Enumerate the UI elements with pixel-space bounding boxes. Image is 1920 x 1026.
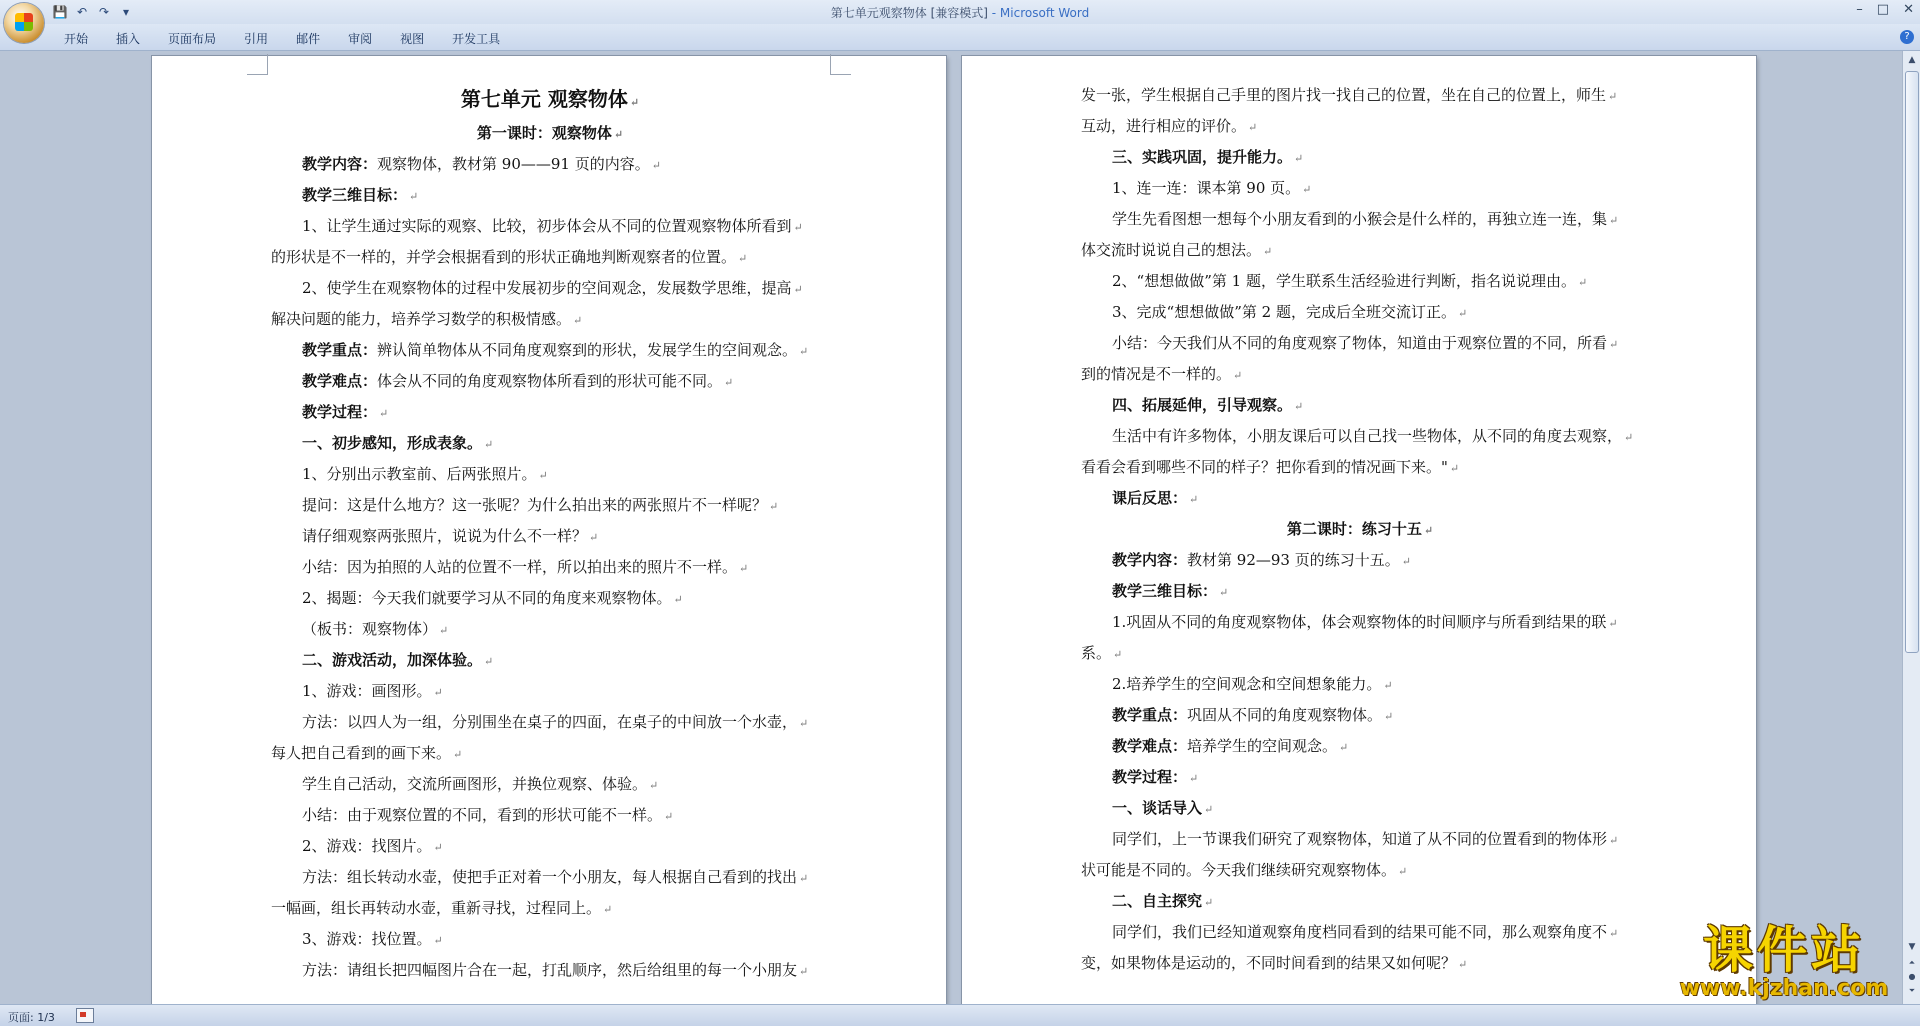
browse-object-icon[interactable]: ● bbox=[1908, 972, 1916, 981]
paragraph-line[interactable] bbox=[1081, 421, 1639, 452]
ribbon-tab[interactable]: 审阅 bbox=[348, 32, 373, 46]
next-page-icon[interactable]: ⏷ bbox=[1908, 986, 1916, 995]
line-text: 培养学生的空间观念。 bbox=[1187, 737, 1338, 755]
status-bar bbox=[0, 1004, 1920, 1026]
line-text: 2、揭题：今天我们就要学习从不同的角度来观察物体。 bbox=[302, 589, 672, 607]
ribbon-tab[interactable]: 开始 bbox=[64, 32, 89, 46]
paragraph-line[interactable] bbox=[1081, 235, 1639, 266]
paragraph-mark-icon: ↵ bbox=[433, 686, 443, 699]
document-title: 第七单元观察物体 [兼容模式] bbox=[830, 6, 988, 20]
paragraph-line[interactable] bbox=[271, 304, 829, 335]
paragraph-mark-icon: ↵ bbox=[1302, 183, 1312, 196]
title-bar bbox=[0, 0, 1920, 24]
paragraph-line[interactable] bbox=[1081, 297, 1639, 328]
window-title bbox=[0, 4, 1920, 21]
bold-label: 教学三维目标： bbox=[302, 186, 408, 204]
ribbon-tab[interactable]: 页面布局 bbox=[168, 32, 217, 46]
paragraph-mark-icon: ↵ bbox=[1609, 214, 1619, 227]
minimize-button[interactable]: – bbox=[1856, 2, 1863, 17]
paragraph-mark-icon: ↵ bbox=[629, 96, 640, 109]
paragraph-mark-icon: ↵ bbox=[1608, 617, 1618, 630]
paragraph-mark-icon: ↵ bbox=[769, 500, 779, 513]
paragraph-line[interactable] bbox=[1081, 917, 1639, 948]
bold-label: 一、谈话导入 bbox=[1112, 799, 1203, 817]
paragraph-mark-icon: ↵ bbox=[793, 221, 803, 234]
paragraph-mark-icon: ↵ bbox=[649, 779, 659, 792]
paragraph-mark-icon: ↵ bbox=[1608, 90, 1618, 103]
paragraph-mark-icon: ↵ bbox=[1609, 927, 1619, 940]
paragraph-mark-icon: ↵ bbox=[379, 407, 389, 420]
window-controls bbox=[1856, 2, 1914, 17]
paragraph-line[interactable] bbox=[1081, 855, 1639, 886]
paragraph-line[interactable] bbox=[271, 769, 829, 800]
paragraph-mark-icon: ↵ bbox=[1204, 803, 1214, 816]
bold-label: 教学难点： bbox=[302, 372, 378, 390]
ribbon-tab[interactable]: 邮件 bbox=[296, 32, 321, 46]
paragraph-mark-icon: ↵ bbox=[1294, 400, 1304, 413]
proofing-icon[interactable] bbox=[76, 1008, 94, 1023]
crop-mark bbox=[247, 54, 268, 75]
paragraph-line[interactable] bbox=[271, 149, 829, 180]
line-text: 提问：这是什么地方？这一张呢？为什么拍出来的两张照片不一样呢？ bbox=[302, 496, 768, 514]
paragraph-mark-icon: ↵ bbox=[673, 593, 683, 606]
paragraph-line[interactable] bbox=[1081, 266, 1639, 297]
document-page-1[interactable] bbox=[152, 56, 946, 1004]
paragraph-line[interactable] bbox=[1081, 824, 1639, 855]
paragraph-mark-icon: ↵ bbox=[1624, 431, 1634, 444]
paragraph-mark-icon: ↵ bbox=[1248, 121, 1258, 134]
paragraph-mark-icon: ↵ bbox=[433, 841, 443, 854]
paragraph-line[interactable] bbox=[271, 521, 829, 552]
line-text: 辨认简单物体从不同角度观察到的形状，发展学生的空间观念。 bbox=[377, 341, 798, 359]
paragraph-line[interactable] bbox=[271, 118, 829, 149]
line-text: 1、分别出示教室前、后两张照片。 bbox=[302, 465, 537, 483]
line-text: 同学们，上一节课我们研究了观察物体，知道了从不同的位置看到的物体形 bbox=[1112, 830, 1608, 848]
customize-qat-icon[interactable]: ▾ bbox=[122, 5, 130, 19]
paragraph-line[interactable] bbox=[271, 552, 829, 583]
paragraph-line[interactable] bbox=[271, 645, 829, 676]
close-button[interactable]: ✕ bbox=[1903, 2, 1914, 17]
bold-label: 教学内容： bbox=[1112, 551, 1188, 569]
watermark-name: 课件站 bbox=[1703, 921, 1865, 979]
line-text: 小结：由于观察位置的不同，看到的形状可能不一样。 bbox=[302, 806, 663, 824]
bold-label: 教学难点： bbox=[1112, 737, 1188, 755]
line-text: 变，如果物体是运动的，不同时间看到的结果又如何呢？ bbox=[1081, 954, 1457, 972]
line-text: 系。 bbox=[1081, 644, 1112, 662]
line-text: 同学们，我们已经知道观察角度档同看到的结果可能不同，那么观察角度不 bbox=[1112, 923, 1608, 941]
bold-label: 教学三维目标： bbox=[1112, 582, 1218, 600]
paragraph-line[interactable] bbox=[271, 180, 829, 211]
paragraph-mark-icon: ↵ bbox=[664, 810, 674, 823]
paragraph-line[interactable] bbox=[1081, 390, 1639, 421]
paragraph-line[interactable] bbox=[271, 614, 829, 645]
bold-label: 四、拓展延伸，引导观察。 bbox=[1112, 396, 1293, 414]
line-text: 3、完成“想想做做”第 2 题，完成后全班交流订正。 bbox=[1112, 303, 1456, 321]
paragraph-mark-icon: ↵ bbox=[1577, 276, 1588, 289]
paragraph-mark-icon: ↵ bbox=[1609, 338, 1619, 351]
paragraph-mark-icon: ↵ bbox=[1457, 307, 1468, 320]
scroll-up-icon[interactable]: ▲ bbox=[1908, 55, 1916, 65]
paragraph-line[interactable] bbox=[1081, 328, 1639, 359]
paragraph-mark-icon: ↵ bbox=[573, 314, 583, 327]
scroll-thumb[interactable] bbox=[1905, 71, 1919, 653]
office-button[interactable] bbox=[4, 3, 44, 43]
bold-label: 教学重点： bbox=[302, 341, 378, 359]
paragraph-mark-icon: ↵ bbox=[484, 655, 494, 668]
line-text: 体交流时说说自己的想法。 bbox=[1081, 241, 1262, 259]
paragraph-line[interactable] bbox=[271, 366, 829, 397]
line-text: 生活中有许多物体，小朋友课后可以自己找一些物体，从不同的角度去观察， bbox=[1112, 427, 1623, 445]
paragraph-mark-icon: ↵ bbox=[1458, 958, 1468, 971]
paragraph-line[interactable] bbox=[271, 955, 829, 986]
paragraph-mark-icon: ↵ bbox=[603, 903, 613, 916]
help-icon[interactable]: ? bbox=[1900, 30, 1914, 44]
line-text: 小结：今天我们从不同的角度观察了物体，知道由于观察位置的不同，所看 bbox=[1112, 334, 1608, 352]
paragraph-mark-icon: ↵ bbox=[613, 128, 624, 141]
line-text: 巩固从不同的角度观察物体。 bbox=[1187, 706, 1383, 724]
line-text: 教材第 92—93 页的练习十五。 bbox=[1187, 551, 1400, 569]
paragraph-line[interactable] bbox=[271, 80, 829, 118]
paragraph-line[interactable] bbox=[1081, 886, 1639, 917]
paragraph-line[interactable] bbox=[1081, 359, 1639, 390]
paragraph-mark-icon: ↵ bbox=[433, 934, 443, 947]
ribbon-tabs bbox=[50, 30, 514, 47]
paragraph-mark-icon: ↵ bbox=[1609, 834, 1619, 847]
line-text: 体会从不同的角度观察物体所看到的形状可能不同。 bbox=[377, 372, 723, 390]
line-text: 状可能是不同的。今天我们继续研究观察物体。 bbox=[1081, 861, 1397, 879]
bold-label: 教学重点： bbox=[1112, 706, 1188, 724]
line-text: 发一张，学生根据自己手里的图片找一找自己的位置，坐在自己的位置上，师生 bbox=[1081, 86, 1607, 104]
paragraph-mark-icon: ↵ bbox=[453, 748, 463, 761]
paragraph-mark-icon: ↵ bbox=[799, 717, 809, 730]
line-text: 2.培养学生的空间观念和空间想象能力。 bbox=[1112, 675, 1382, 693]
paragraph-mark-icon: ↵ bbox=[439, 624, 449, 637]
paragraph-mark-icon: ↵ bbox=[799, 345, 809, 358]
paragraph-mark-icon: ↵ bbox=[1219, 586, 1229, 599]
line-text: 互动，进行相应的评价。 bbox=[1081, 117, 1247, 135]
line-text: （板书：观察物体） bbox=[302, 620, 438, 638]
line-text: 小结：因为拍照的人站的位置不一样，所以拍出来的照片不一样。 bbox=[302, 558, 738, 576]
ribbon-tab[interactable]: 开发工具 bbox=[452, 32, 501, 46]
paragraph-mark-icon: ↵ bbox=[793, 283, 803, 296]
paragraph-line[interactable] bbox=[271, 924, 829, 955]
bold-label: 三、实践巩固，提升能力。 bbox=[1112, 148, 1293, 166]
bold-label: 教学过程： bbox=[1112, 768, 1188, 786]
paragraph-mark-icon: ↵ bbox=[651, 159, 661, 172]
undo-icon[interactable]: ↶ bbox=[76, 5, 88, 19]
paragraph-line[interactable] bbox=[1081, 700, 1639, 731]
page-text[interactable] bbox=[271, 80, 829, 986]
paragraph-mark-icon: ↵ bbox=[799, 965, 809, 978]
line-text: 1、让学生通过实际的观察、比较，初步体会从不同的位置观察物体所看到 bbox=[302, 217, 792, 235]
paragraph-line[interactable] bbox=[1081, 948, 1639, 979]
paragraph-line[interactable] bbox=[271, 738, 829, 769]
line-text: 2、“想想做做”第 1 题，学生联系生活经验进行判断，指名说说理由。 bbox=[1112, 272, 1576, 290]
line-text: 方法：请组长把四幅图片合在一起，打乱顺序，然后给组里的每一个小朋友 bbox=[302, 961, 798, 979]
line-text: 1、游戏：画图形。 bbox=[302, 682, 432, 700]
line-text: 1.巩固从不同的角度观察物体，体会观察物体的时间顺序与所看到结果的联 bbox=[1112, 613, 1607, 631]
paragraph-mark-icon: ↵ bbox=[538, 469, 548, 482]
paragraph-line[interactable] bbox=[271, 583, 829, 614]
office-logo-icon bbox=[15, 13, 33, 31]
line-text: 3、游戏：找位置。 bbox=[302, 930, 432, 948]
paragraph-line[interactable] bbox=[271, 335, 829, 366]
paragraph-mark-icon: ↵ bbox=[739, 562, 749, 575]
vertical-scrollbar[interactable] bbox=[1902, 51, 1920, 1004]
ribbon-tab-bar bbox=[0, 24, 1920, 51]
paragraph-mark-icon: ↵ bbox=[1384, 710, 1394, 723]
line-text: 每人把自己看到的画下来。 bbox=[271, 744, 452, 762]
paragraph-line[interactable] bbox=[271, 397, 829, 428]
ribbon-tab[interactable]: 视图 bbox=[400, 32, 425, 46]
maximize-button[interactable]: □ bbox=[1876, 2, 1890, 17]
paragraph-line[interactable] bbox=[1081, 638, 1639, 669]
paragraph-line[interactable] bbox=[271, 428, 829, 459]
line-text: 看看会看到哪些不同的样子？把你看到的情况画下来。" bbox=[1081, 458, 1448, 476]
paragraph-mark-icon: ↵ bbox=[738, 252, 748, 265]
paragraph-line[interactable] bbox=[271, 862, 829, 893]
line-text: 方法：以四人为一组，分别围坐在桌子的四面，在桌子的中间放一个水壶， bbox=[302, 713, 798, 731]
paragraph-line[interactable] bbox=[1081, 731, 1639, 762]
paragraph-line[interactable] bbox=[271, 242, 829, 273]
paragraph-line[interactable] bbox=[1081, 204, 1639, 235]
line-text: 第一课时：观察物体 bbox=[476, 124, 612, 142]
paragraph-mark-icon: ↵ bbox=[1294, 152, 1304, 165]
line-text: 2、使学生在观察物体的过程中发展初步的空间观念，发展数学思维，提高 bbox=[302, 279, 792, 297]
paragraph-line[interactable] bbox=[1081, 173, 1639, 204]
line-text: 一幅画，组长再转动水壶，重新寻找，过程同上。 bbox=[271, 899, 602, 917]
paragraph-line[interactable] bbox=[271, 831, 829, 862]
paragraph-mark-icon: ↵ bbox=[589, 531, 599, 544]
paragraph-mark-icon: ↵ bbox=[1263, 245, 1273, 258]
bold-label: 二、游戏活动，加深体验。 bbox=[302, 651, 483, 669]
paragraph-line[interactable] bbox=[271, 459, 829, 490]
paragraph-mark-icon: ↵ bbox=[1383, 679, 1393, 692]
app-name: - Microsoft Word bbox=[987, 6, 1090, 20]
paragraph-line[interactable] bbox=[271, 676, 829, 707]
watermark-url: www.kjzhan.com bbox=[1679, 976, 1889, 1001]
bold-label: 课后反思： bbox=[1112, 489, 1188, 507]
line-text: 解决问题的能力，培养学习数学的积极情感。 bbox=[271, 310, 572, 328]
paragraph-line[interactable] bbox=[1081, 607, 1639, 638]
paragraph-mark-icon: ↵ bbox=[409, 190, 419, 203]
paragraph-line[interactable] bbox=[1081, 452, 1639, 483]
paragraph-line[interactable] bbox=[1081, 483, 1639, 514]
paragraph-mark-icon: ↵ bbox=[1423, 524, 1434, 537]
paragraph-mark-icon: ↵ bbox=[1339, 741, 1349, 754]
save-icon[interactable]: 💾 bbox=[52, 5, 68, 19]
line-text: 第二课时：练习十五 bbox=[1286, 520, 1422, 538]
bold-label: 一、初步感知，形成表象。 bbox=[302, 434, 483, 452]
paragraph-line[interactable] bbox=[1081, 545, 1639, 576]
paragraph-line[interactable] bbox=[271, 707, 829, 738]
bold-label: 教学内容： bbox=[302, 155, 378, 173]
line-text: 到的情况是不一样的。 bbox=[1081, 365, 1232, 383]
page-text[interactable] bbox=[1081, 80, 1639, 979]
page-count[interactable]: 页面: 1/3 bbox=[8, 1011, 55, 1024]
paragraph-line[interactable] bbox=[1081, 576, 1639, 607]
paragraph-mark-icon: ↵ bbox=[799, 872, 809, 885]
line-text: 1、连一连：课本第 90 页。 bbox=[1112, 179, 1301, 197]
line-text: 第七单元 观察物体 bbox=[460, 87, 628, 111]
bold-label: 二、自主探究 bbox=[1112, 892, 1203, 910]
paragraph-mark-icon: ↵ bbox=[1113, 648, 1123, 661]
watermark-logo bbox=[1668, 922, 1900, 1004]
line-text: 2、游戏：找图片。 bbox=[302, 837, 432, 855]
ribbon-tab[interactable]: 插入 bbox=[116, 32, 141, 46]
paragraph-line[interactable] bbox=[271, 490, 829, 521]
document-page-2[interactable] bbox=[962, 56, 1756, 1004]
line-text: 学生先看图想一想每个小朋友看到的小猴会是什么样的，再独立连一连，集 bbox=[1112, 210, 1608, 228]
line-text: 观察物体，教材第 90——91 页的内容。 bbox=[377, 155, 650, 173]
bold-label: 教学过程： bbox=[302, 403, 378, 421]
paragraph-mark-icon: ↵ bbox=[1204, 896, 1214, 909]
paragraph-mark-icon: ↵ bbox=[1233, 369, 1243, 382]
paragraph-mark-icon: ↵ bbox=[1398, 865, 1408, 878]
redo-icon[interactable]: ↷ bbox=[98, 5, 110, 19]
scroll-down-icon[interactable]: ▼ bbox=[1908, 942, 1916, 952]
paragraph-line[interactable] bbox=[1081, 80, 1639, 111]
paragraph-line[interactable] bbox=[1081, 142, 1639, 173]
prev-page-icon[interactable]: ⏶ bbox=[1908, 958, 1916, 967]
ribbon-tab[interactable]: 引用 bbox=[244, 32, 269, 46]
paragraph-line[interactable] bbox=[1081, 669, 1639, 700]
line-text: 的形状是不一样的，并学会根据看到的形状正确地判断观察者的位置。 bbox=[271, 248, 737, 266]
paragraph-line[interactable] bbox=[271, 893, 829, 924]
line-text: 方法：组长转动水壶，使把手正对着一个小朋友，每人根据自己看到的找出 bbox=[302, 868, 798, 886]
paragraph-mark-icon: ↵ bbox=[724, 376, 734, 389]
line-text: 学生自己活动，交流所画图形，并换位观察、体验。 bbox=[302, 775, 648, 793]
paragraph-line[interactable] bbox=[1081, 762, 1639, 793]
line-text: 请仔细观察两张照片，说说为什么不一样？ bbox=[302, 527, 588, 545]
paragraph-line[interactable] bbox=[1081, 514, 1639, 545]
paragraph-mark-icon: ↵ bbox=[1449, 462, 1460, 475]
paragraph-mark-icon: ↵ bbox=[484, 438, 494, 451]
crop-mark bbox=[830, 54, 851, 75]
paragraph-line[interactable] bbox=[1081, 111, 1639, 142]
paragraph-mark-icon: ↵ bbox=[1189, 772, 1199, 785]
paragraph-mark-icon: ↵ bbox=[1401, 555, 1411, 568]
document-workspace bbox=[0, 51, 1902, 1004]
paragraph-line[interactable] bbox=[271, 273, 829, 304]
paragraph-line[interactable] bbox=[271, 211, 829, 242]
paragraph-line[interactable] bbox=[1081, 793, 1639, 824]
paragraph-mark-icon: ↵ bbox=[1189, 493, 1199, 506]
paragraph-line[interactable] bbox=[271, 800, 829, 831]
